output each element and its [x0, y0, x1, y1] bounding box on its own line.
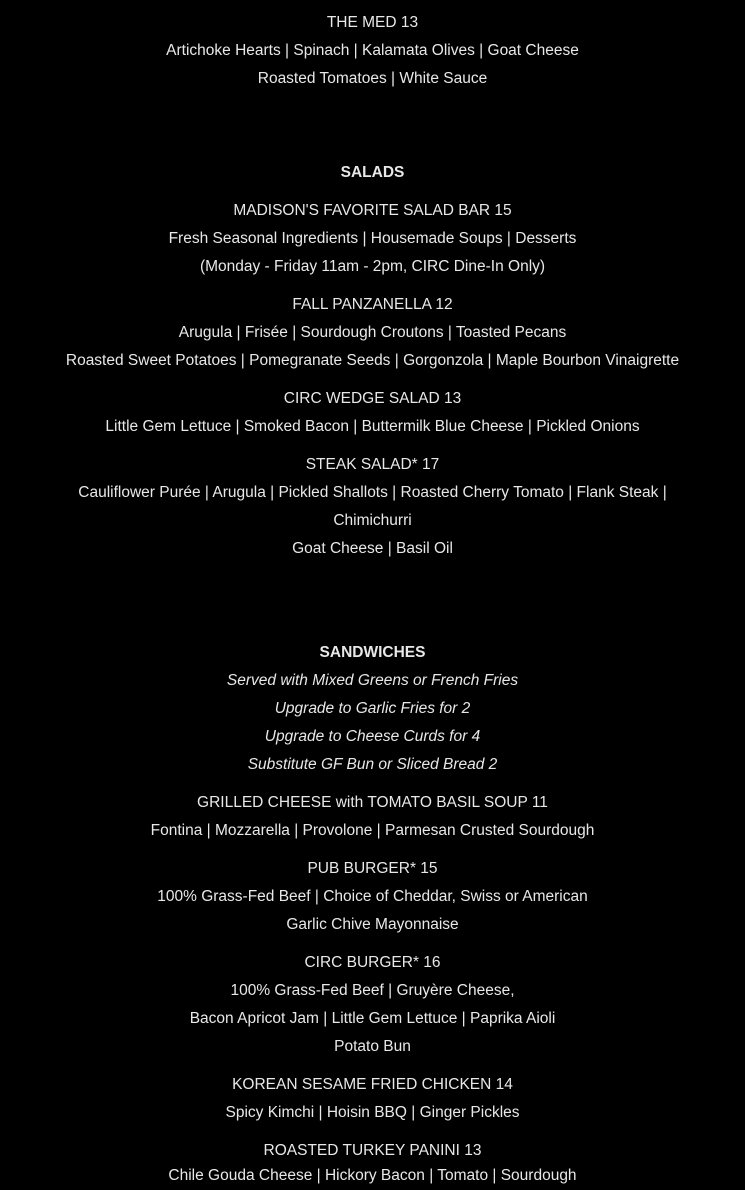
item-title: CIRC BURGER* 16 — [304, 954, 441, 971]
item-description: Cauliflower Purée | Arugula | Pickled Shallots | Roasted Cherry Tomato | Flank Steak | — [78, 484, 667, 501]
section-note: Substitute GF Bun or Sliced Bread 2 — [247, 756, 498, 773]
item-title: PUB BURGER* 15 — [307, 860, 438, 877]
item-title: ROASTED TURKEY PANINI 13 — [263, 1142, 482, 1159]
item-description: Bacon Apricot Jam | Little Gem Lettuce | Paprika Aioli — [189, 1010, 556, 1027]
item-description: (Monday - Friday 11am - 2pm, CIRC Dine-In Only) — [199, 258, 546, 275]
item-description: Potato Bun — [334, 1038, 411, 1055]
item-description: Chimichurri — [333, 512, 412, 529]
section-note: Upgrade to Garlic Fries for 2 — [274, 700, 471, 717]
item-description: Artichoke Hearts | Spinach | Kalamata Olives | Goat Cheese — [166, 42, 579, 59]
item-description: Little Gem Lettuce | Smoked Bacon | Buttermilk Blue Cheese | Pickled Onions — [105, 418, 640, 435]
item-title: GRILLED CHEESE with TOMATO BASIL SOUP 11 — [197, 794, 548, 811]
item-description: Spicy Kimchi | Hoisin BBQ | Ginger Pickles — [225, 1104, 520, 1121]
item-title: THE MED 13 — [326, 14, 419, 31]
item-description: 100% Grass-Fed Beef | Gruyère Cheese, — [230, 982, 515, 999]
item-title: CIRC WEDGE SALAD 13 — [283, 390, 462, 407]
item-description: 100% Grass-Fed Beef | Choice of Cheddar, Swiss or American — [157, 888, 588, 905]
item-title: MADISON'S FAVORITE SALAD BAR 15 — [233, 202, 512, 219]
item-description: Garlic Chive Mayonnaise — [286, 916, 459, 933]
item-description: Arugula | Frisée | Sourdough Croutons | Toasted Pecans — [178, 324, 567, 341]
item-description: Chile Gouda Cheese | Hickory Bacon | Tomato | Sourdough — [168, 1167, 577, 1184]
section-note: Upgrade to Cheese Curds for 4 — [264, 728, 481, 745]
item-description: Fontina | Mozzarella | Provolone | Parmesan Crusted Sourdough — [150, 822, 595, 839]
section-heading-salads: SALADS — [340, 164, 405, 181]
section-note: Served with Mixed Greens or French Fries — [226, 672, 519, 689]
item-description: Goat Cheese | Basil Oil — [292, 540, 453, 557]
item-description: Fresh Seasonal Ingredients | Housemade Soups | Desserts — [168, 230, 577, 247]
item-title: KOREAN SESAME FRIED CHICKEN 14 — [232, 1076, 513, 1093]
item-description: Roasted Sweet Potatoes | Pomegranate Seeds | Gorgonzola | Maple Bourbon Vinaigrette — [65, 352, 680, 369]
item-description: Roasted Tomatoes | White Sauce — [257, 70, 488, 87]
section-heading-sandwiches: SANDWICHES — [319, 644, 426, 661]
item-title: FALL PANZANELLA 12 — [292, 296, 453, 313]
item-title: STEAK SALAD* 17 — [305, 456, 440, 473]
